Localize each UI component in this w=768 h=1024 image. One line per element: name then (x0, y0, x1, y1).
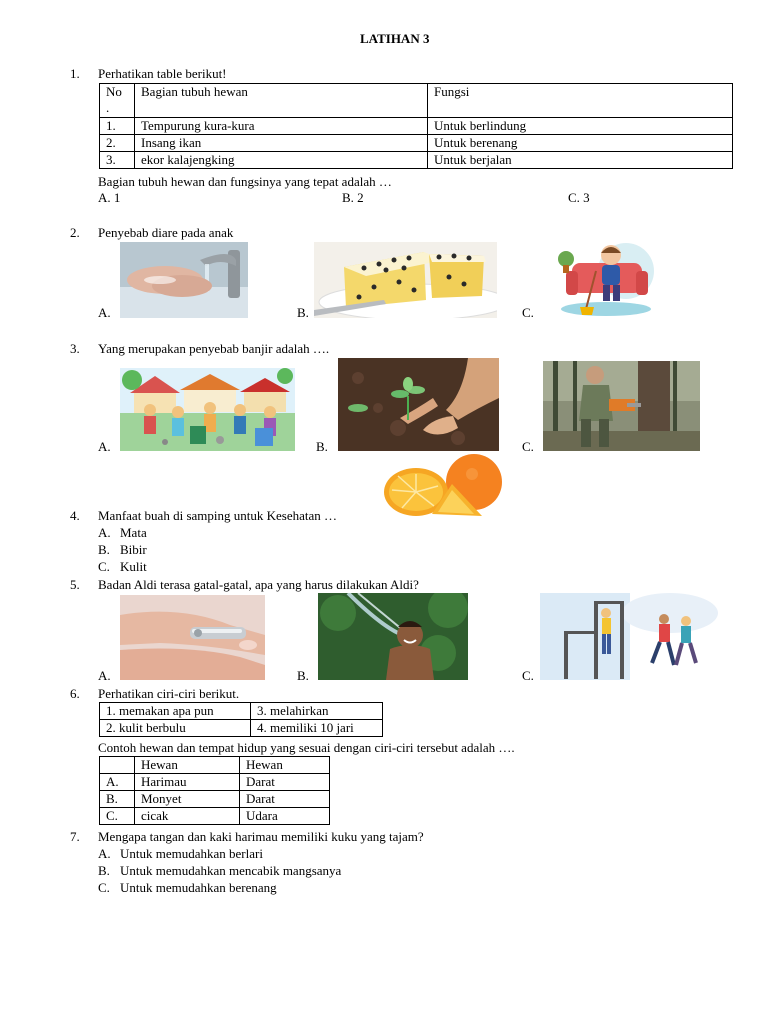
planting-seedling-image (338, 358, 499, 451)
q3-text: Yang merupakan penyebab banjir adalah …. (98, 341, 330, 356)
child-bathing-image (318, 593, 468, 680)
q3-label-c: C. (522, 439, 534, 454)
table-cell: Tempurung kura-kura (135, 118, 428, 135)
table-header-row (100, 84, 733, 118)
q4-option-a-text: Mata (120, 525, 147, 540)
table-header-cell: Hewan (135, 757, 240, 774)
table-cell: cicak (135, 808, 240, 825)
q4-number: 4. (70, 508, 80, 523)
q1-option-a: A. 1 (98, 190, 121, 205)
q3-number: 3. (70, 341, 80, 356)
q1-text: Perhatikan table berikut! (98, 66, 227, 81)
q5-number: 5. (70, 577, 80, 592)
q6-number: 6. (70, 686, 80, 701)
q6-text: Perhatikan ciri-ciri berikut. (98, 686, 240, 701)
q5-text: Badan Aldi terasa gatal-gatal, apa yang harus dilakukan Aldi? (98, 577, 419, 592)
table-header-cell: Fungsi (428, 84, 733, 118)
q2-label-b: B. (297, 305, 309, 320)
q1-option-c: C. 3 (568, 190, 590, 205)
q7-option-c-text: Untuk memudahkan berenang (120, 880, 277, 895)
q7-option-a-letter: A. (98, 846, 111, 861)
cake-with-flies-image (314, 242, 497, 318)
table-cell: Monyet (135, 791, 240, 808)
table-cell: 1. (100, 118, 135, 135)
table-header-cell: Bagian tubuh hewan (135, 84, 428, 118)
table-row (100, 774, 330, 791)
q6-traits-table (99, 702, 383, 737)
q7-option-b-letter: B. (98, 863, 110, 878)
q6-answer-table (99, 756, 330, 825)
q4-option-b-letter: B. (98, 542, 110, 557)
table-cell: 4. memiliki 10 jari (251, 720, 383, 737)
table-row (100, 791, 330, 808)
header-no: No (106, 84, 122, 99)
q1-question: Bagian tubuh hewan dan fungsinya yang tepat adalah … (98, 174, 392, 189)
q2-number: 2. (70, 225, 80, 240)
q4-text: Manfaat buah di samping untuk Kesehatan … (98, 508, 337, 523)
table-cell: 3. (100, 152, 135, 169)
exercising-people-image (540, 593, 718, 680)
table-cell: Udara (240, 808, 330, 825)
tree-cutting-image (543, 361, 700, 451)
table-cell: Untuk berjalan (428, 152, 733, 169)
orange-fruit-image (382, 454, 504, 520)
q7-option-c-letter: C. (98, 880, 110, 895)
q7-option-a-text: Untuk memudahkan berlari (120, 846, 263, 861)
q5-label-a: A. (98, 668, 111, 683)
q1-table (99, 83, 733, 169)
table-cell: ekor kalajengking (135, 152, 428, 169)
handwashing-image (120, 242, 248, 318)
header-no-dot: . (106, 100, 110, 115)
q2-text: Penyebab diare pada anak (98, 225, 234, 240)
table-cell: Insang ikan (135, 135, 428, 152)
table-header-cell (100, 757, 135, 774)
table-cell: 2. (100, 135, 135, 152)
q4-option-c-text: Kulit (120, 559, 147, 574)
table-row (100, 720, 383, 737)
q7-number: 7. (70, 829, 80, 844)
table-cell: 1. memakan apa pun (100, 703, 251, 720)
child-sweeping-image (556, 241, 655, 318)
q7-text: Mengapa tangan dan kaki harimau memiliki kuku yang tajam? (98, 829, 424, 844)
q3-label-a: A. (98, 439, 111, 454)
table-header-cell (100, 84, 135, 118)
table-header-row (100, 757, 330, 774)
table-cell: B. (100, 791, 135, 808)
table-row (100, 152, 733, 169)
q7-option-b-text: Untuk memudahkan mencabik mangsanya (120, 863, 342, 878)
table-row (100, 135, 733, 152)
table-row (100, 808, 330, 825)
q1-number: 1. (70, 66, 80, 81)
q6-question: Contoh hewan dan tempat hidup yang sesuai dengan ciri-ciri tersebut adalah …. (98, 740, 515, 755)
nail-clipping-image (120, 595, 265, 680)
q2-label-a: A. (98, 305, 111, 320)
table-cell: Harimau (135, 774, 240, 791)
table-row (100, 703, 383, 720)
q1-option-b: B. 2 (342, 190, 364, 205)
q4-option-a-letter: A. (98, 525, 111, 540)
table-cell: Darat (240, 774, 330, 791)
table-cell: Darat (240, 791, 330, 808)
table-cell: 2. kulit berbulu (100, 720, 251, 737)
q4-option-c-letter: C. (98, 559, 110, 574)
trash-community-image (120, 368, 295, 451)
page-title: LATIHAN 3 (360, 31, 430, 46)
table-cell: 3. melahirkan (251, 703, 383, 720)
table-header-cell: Hewan (240, 757, 330, 774)
table-cell: Untuk berlindung (428, 118, 733, 135)
q2-label-c: C. (522, 305, 534, 320)
table-cell: Untuk berenang (428, 135, 733, 152)
q3-label-b: B. (316, 439, 328, 454)
q5-label-c: C. (522, 668, 534, 683)
q4-option-b-text: Bibir (120, 542, 147, 557)
table-cell: C. (100, 808, 135, 825)
q5-label-b: B. (297, 668, 309, 683)
table-cell: A. (100, 774, 135, 791)
table-row (100, 118, 733, 135)
